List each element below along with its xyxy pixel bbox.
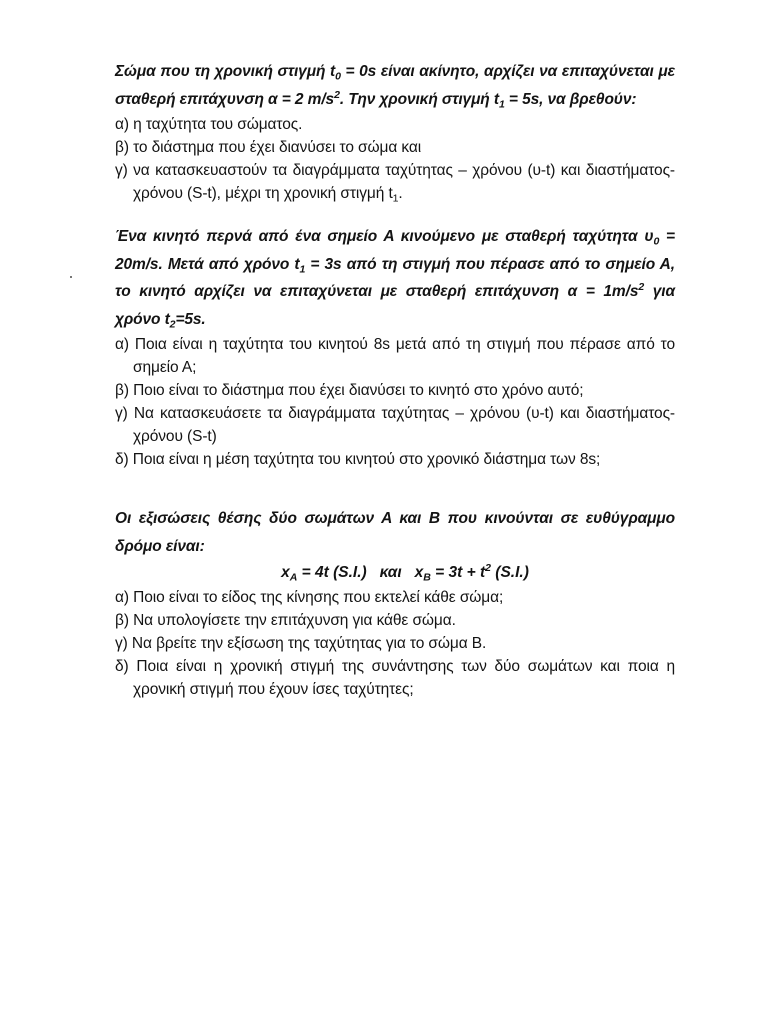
- problem-3-question-a: α) Ποιο είναι το είδος της κίνησης που εκτελεί κάθε σώμα;: [115, 589, 504, 606]
- problem-1-question-c: γ) να κατασκευαστούν τα διαγράμματα ταχύτητας – χρόνου (υ-t) και διαστήματος-χρόνου (S-t), μέχρι τη χρονική στιγμή $t_1$.: [115, 162, 675, 205]
- problem-2-question-d: δ) Ποια είναι η μέση ταχύτητα του κινητού στο χρονικό διάστημα των 8s;: [115, 451, 601, 468]
- superscript: 2: [334, 88, 340, 101]
- subscript: 1: [392, 192, 399, 205]
- superscript: 2: [638, 281, 645, 294]
- problem-1: [115, 58, 675, 205]
- problem-1-statement: Σώμα που τη χρονική στιγμή $t_0 = 0s$ είναι ακίνητο, αρχίζει να επιταχύνεται με σταθερή επιτάχυνση α = 2 $m/s^2$. Την χρονική στιγμή $t_1 = 5s$, να βρεθούν:: [115, 63, 675, 111]
- problem-3-statement: Οι εξισώσεις θέσης δύο σωμάτων Α και Β που κινούνται σε ευθύγραμμο δρόμο είναι:: [115, 510, 675, 555]
- stray-mark: [70, 276, 72, 278]
- subscript: 0: [335, 70, 341, 83]
- problem-2-statement: Ένα κινητό περνά από ένα σημείο Α κινούμενο με σταθερή ταχύτητα $\upsilon_0 = 20m/s$. Μετά από χρόνο $t_1 = 3s$ από τη στιγμή που πέρασε από το σημείο Α, το κινητό αρχίζει να επιταχύνεται με σταθερή επιτάχυνση $\alpha = 1m/s^2$ για χρόνο $t_2=5s$.: [115, 228, 675, 331]
- subscript: 1: [498, 98, 505, 111]
- subscript: A: [289, 571, 298, 584]
- subscript: 2: [169, 318, 176, 331]
- problem-sheet: [115, 58, 675, 701]
- problem-2-question-b: β) Ποιο είναι το διάστημα που έχει διανύσει το κινητό στο χρόνο αυτό;: [115, 382, 584, 399]
- problem-3-question-d: δ) Ποια είναι η χρονική στιγμή της συνάντησης των δύο σωμάτων και ποια η χρονική στιγμή που έχουν ίσες ταχύτητες;: [115, 658, 675, 698]
- problem-3: [115, 505, 675, 701]
- problem-1-question-b: β) το διάστημα που έχει διανύσει το σώμα και: [115, 139, 422, 156]
- problem-2: [115, 223, 675, 471]
- problem-3-question-c: γ) Να βρείτε την εξίσωση της ταχύτητας για το σώμα Β.: [115, 635, 487, 652]
- subscript: 0: [653, 235, 660, 248]
- problem-2-question-c: γ) Να κατασκευάσετε τα διαγράμματα ταχύτητας – χρόνου (υ-t) και διαστήματος-χρόνου (S-t): [115, 405, 675, 445]
- problem-2-question-a: α) Ποια είναι η ταχύτητα του κινητού 8s μετά από τη στιγμή που πέρασε από το σημείο Α;: [115, 336, 675, 376]
- problem-3-equation: $x_A = 4t$ (S.I.) και $x_B = 3t + t^2$ (S.I.): [281, 562, 529, 584]
- subscript: 1: [299, 263, 306, 276]
- problem-1-question-a: α) η ταχύτητα του σώματος.: [115, 116, 303, 133]
- subscript: B: [423, 571, 431, 584]
- problem-3-question-b: β) Να υπολογίσετε την επιτάχυνση για κάθε σώμα.: [115, 612, 456, 629]
- superscript: 2: [485, 562, 491, 575]
